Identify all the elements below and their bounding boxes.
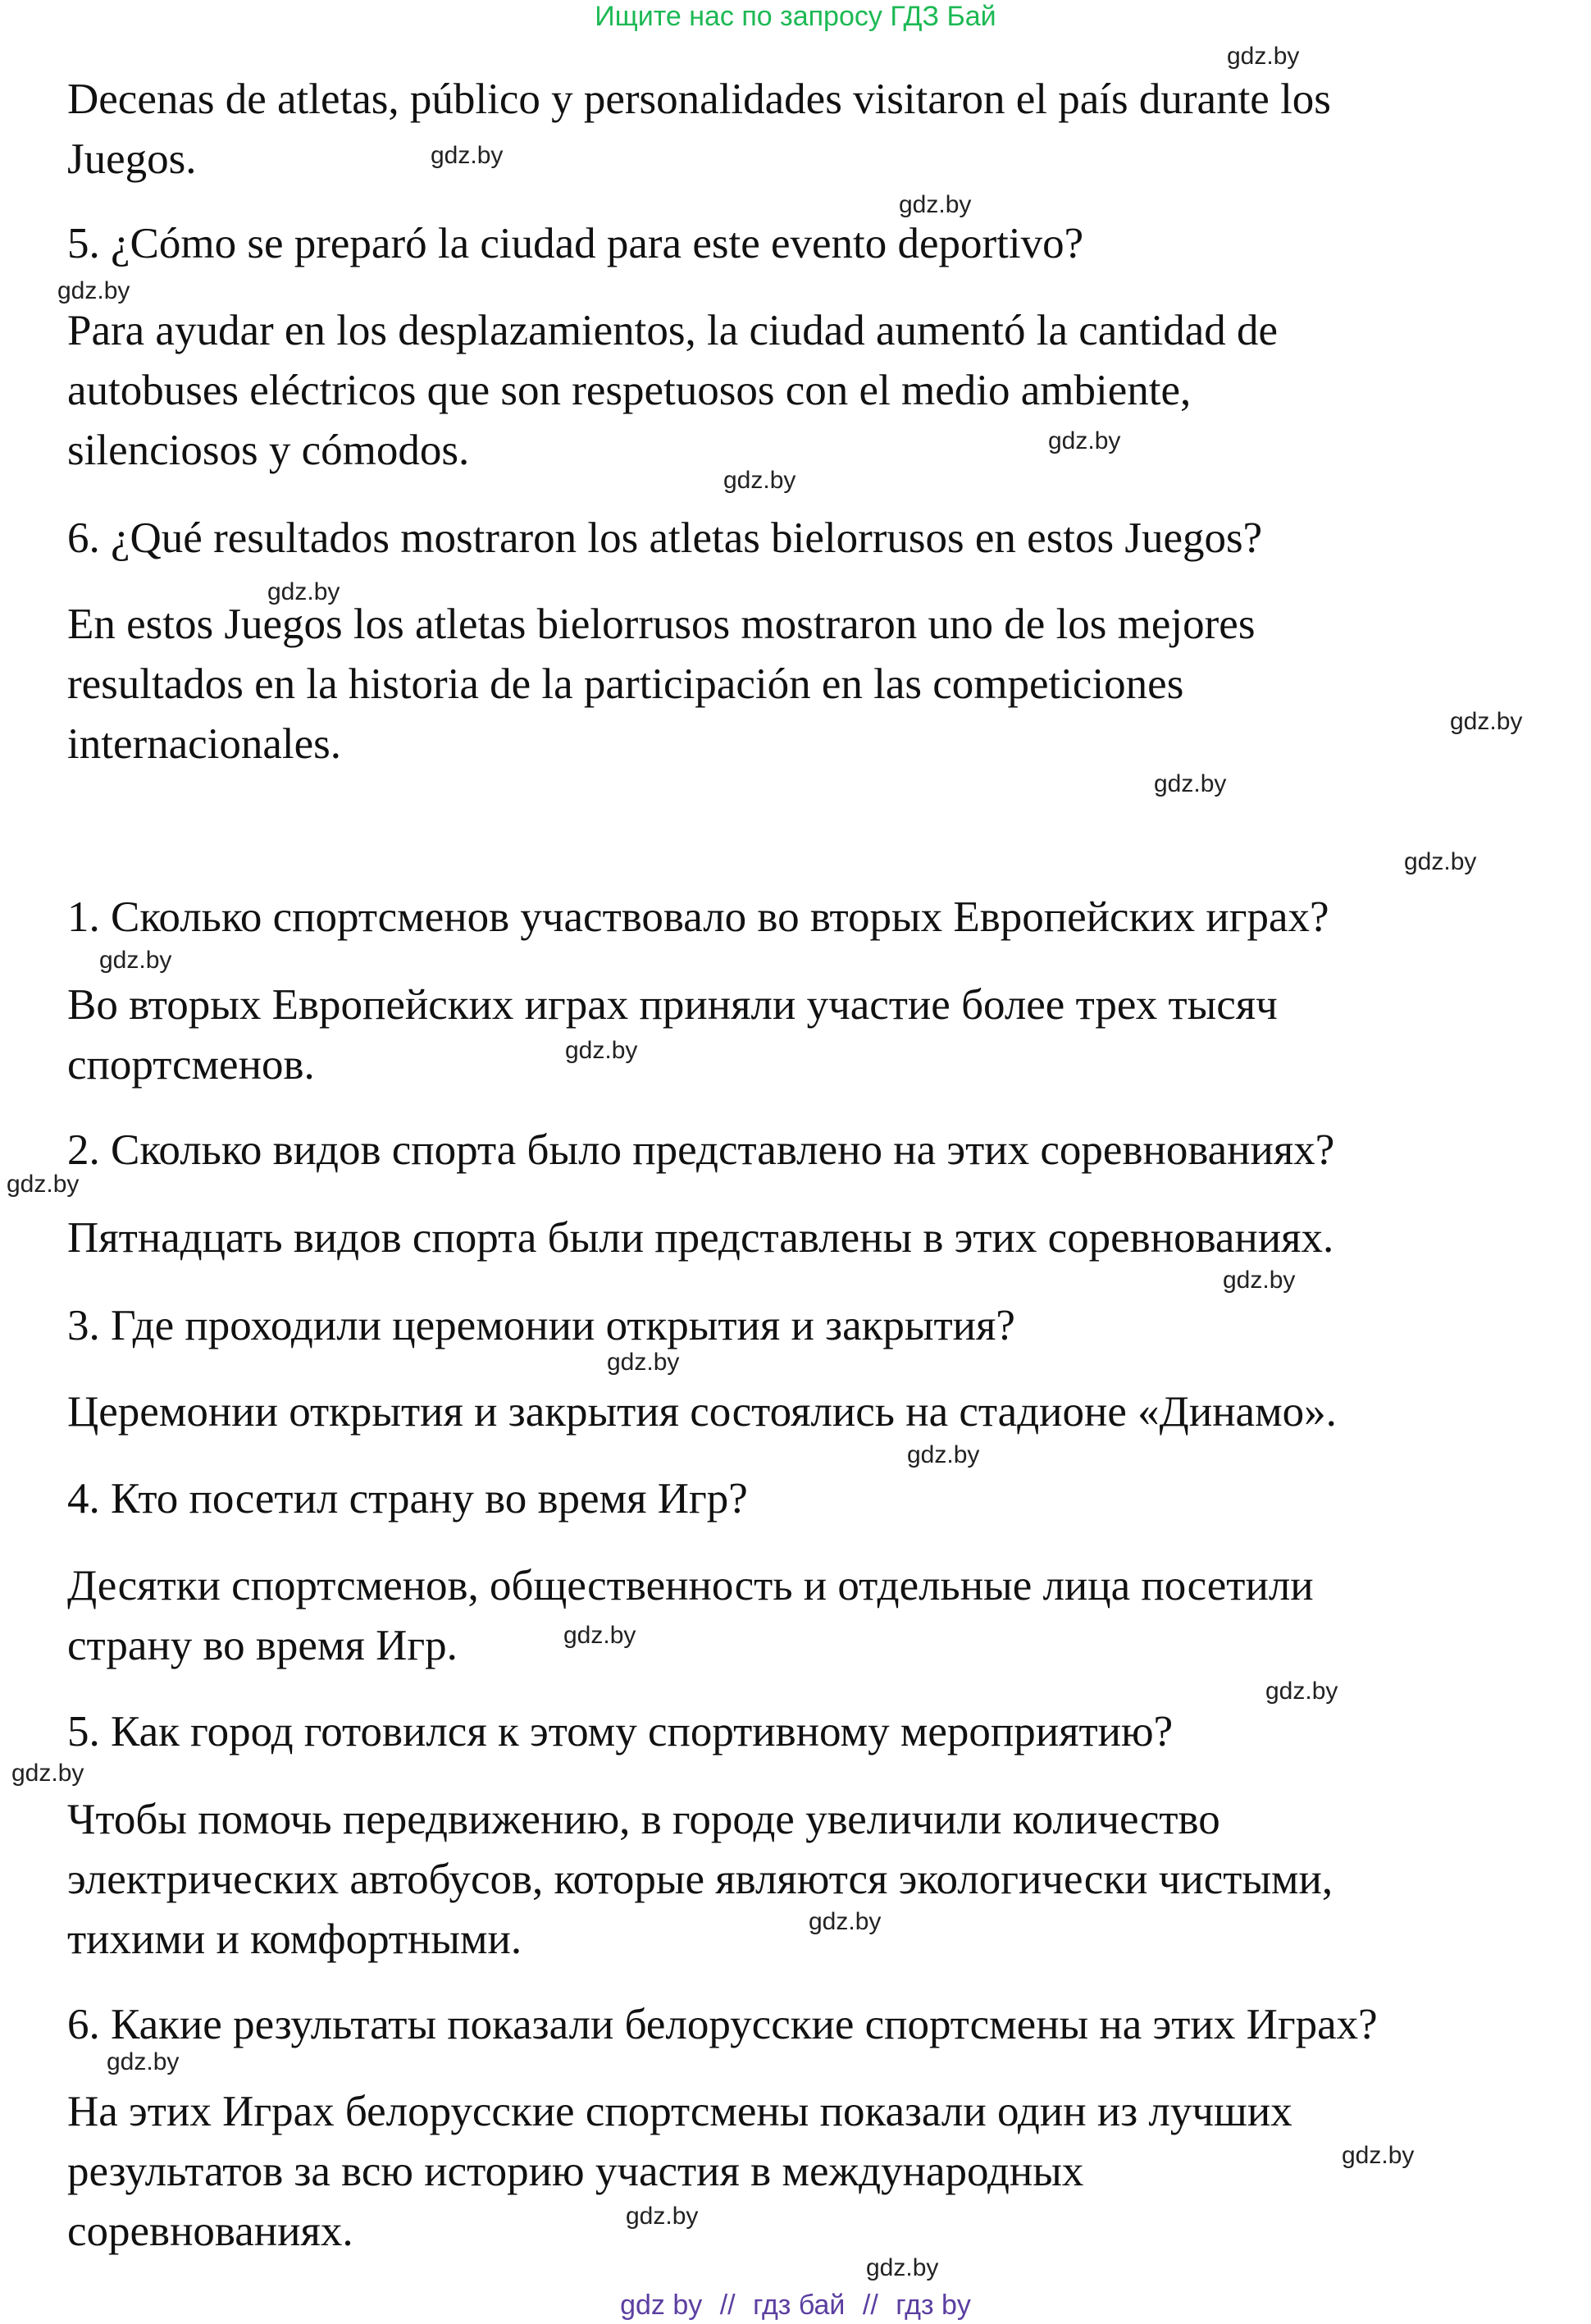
watermark: gdz.by	[1342, 2142, 1415, 2169]
ru-answer-6-line-2: результатов за всю историю участия в международных	[67, 2148, 1084, 2195]
watermark: gdz.by	[1227, 43, 1300, 70]
es-answer-4-line-1: Decenas de atletas, público y personalidades visitaron el país durante los	[67, 75, 1331, 123]
ru-answer-1-line-1: Во вторых Европейских играх приняли участие более трех тысяч	[67, 981, 1278, 1029]
watermark: gdz.by	[607, 1349, 680, 1376]
ru-question-4: 4. Кто посетил страну во время Игр?	[67, 1475, 748, 1523]
watermark: gdz.by	[1450, 708, 1523, 735]
es-answer-5-line-3: silenciosos y cómodos.	[67, 427, 470, 474]
watermark: gdz.by	[267, 578, 340, 605]
es-answer-5-line-1: Para ayudar en los desplazamientos, la ciudad aumentó la cantidad de	[67, 307, 1279, 354]
ru-answer-6-line-3: соревнованиях.	[67, 2208, 353, 2255]
watermark: gdz.by	[11, 1760, 84, 1787]
ru-answer-5-line-2: электрических автобусов, которые являются экологически чистыми,	[67, 1856, 1333, 1903]
ru-answer-1-line-2: спортсменов.	[67, 1041, 315, 1089]
es-answer-4-line-2: Juegos.	[67, 135, 197, 183]
ru-question-6: 6. Какие результаты показали белорусские спортсмены на этих Играх?	[67, 2001, 1378, 2048]
es-answer-6-line-1: En estos Juegos los atletas bielorrusos mostraron uno de los mejores	[67, 600, 1256, 648]
footer-separator: //	[719, 2290, 736, 2321]
es-answer-5-line-2: autobuses eléctricos que son respetuosos con el medio ambiente,	[67, 367, 1192, 414]
watermark: gdz.by	[1154, 770, 1227, 797]
watermark: gdz.by	[1048, 427, 1121, 454]
watermark: gdz.by	[907, 1441, 980, 1468]
watermark: gdz.by	[107, 2048, 180, 2075]
watermark: gdz.by	[563, 1622, 636, 1649]
ru-question-3: 3. Где проходили церемонии открытия и закрытия?	[67, 1302, 1015, 1349]
ru-question-5: 5. Как город готовился к этому спортивному мероприятию?	[67, 1708, 1174, 1756]
es-question-5: 5. ¿Cómo se preparó la ciudad para este evento deportivo?	[67, 220, 1084, 267]
watermark: gdz.by	[431, 142, 504, 169]
es-answer-6-line-3: internacionales.	[67, 720, 342, 768]
footer-links	[0, 2289, 1591, 2322]
footer-link-gdz-bai[interactable]: гдз бай	[753, 2290, 846, 2321]
header-search-banner[interactable]: Ищите нас по запросу ГДЗ Бай	[595, 1, 996, 32]
ru-answer-3-line-1: Церемонии открытия и закрытия состоялись на стадионе «Динамо».	[67, 1388, 1337, 1436]
ru-question-2: 2. Сколько видов спорта было представлено на этих соревнованиях?	[67, 1126, 1335, 1174]
watermark: gdz.by	[866, 2254, 939, 2281]
ru-answer-2-line-1: Пятнадцать видов спорта были представлены в этих соревнованиях.	[67, 1214, 1334, 1262]
ru-answer-4-line-2: страну во время Игр.	[67, 1622, 458, 1669]
watermark: gdz.by	[723, 467, 796, 494]
watermark: gdz.by	[1265, 1678, 1338, 1705]
footer-link-gdz-by-cyr[interactable]: гдз by	[896, 2290, 971, 2321]
watermark: gdz.by	[565, 1037, 638, 1064]
ru-answer-5-line-1: Чтобы помочь передвижению, в городе увеличили количество	[67, 1796, 1220, 1843]
watermark: gdz.by	[1404, 848, 1477, 875]
watermark: gdz.by	[626, 2203, 699, 2230]
ru-answer-5-line-3: тихими и комфортными.	[67, 1915, 522, 1963]
es-answer-6-line-2: resultados en la historia de la participación en las competiciones	[67, 660, 1184, 708]
footer-separator: //	[862, 2290, 878, 2321]
ru-answer-4-line-1: Десятки спортсменов, общественность и отдельные лица посетили	[67, 1562, 1314, 1609]
watermark: gdz.by	[1223, 1267, 1296, 1294]
watermark: gdz.by	[57, 277, 130, 304]
watermark: gdz.by	[899, 191, 972, 218]
watermark: gdz.by	[99, 947, 172, 974]
es-question-6: 6. ¿Qué resultados mostraron los atletas bielorrusos en estos Juegos?	[67, 514, 1263, 562]
ru-answer-6-line-1: На этих Играх белорусские спортсмены показали один из лучших	[67, 2088, 1292, 2135]
footer-link-gdz-by[interactable]: gdz by	[620, 2290, 703, 2321]
watermark: gdz.by	[809, 1908, 882, 1935]
watermark: gdz.by	[7, 1171, 80, 1198]
ru-question-1: 1. Сколько спортсменов участвовало во вторых Европейских играх?	[67, 893, 1329, 941]
